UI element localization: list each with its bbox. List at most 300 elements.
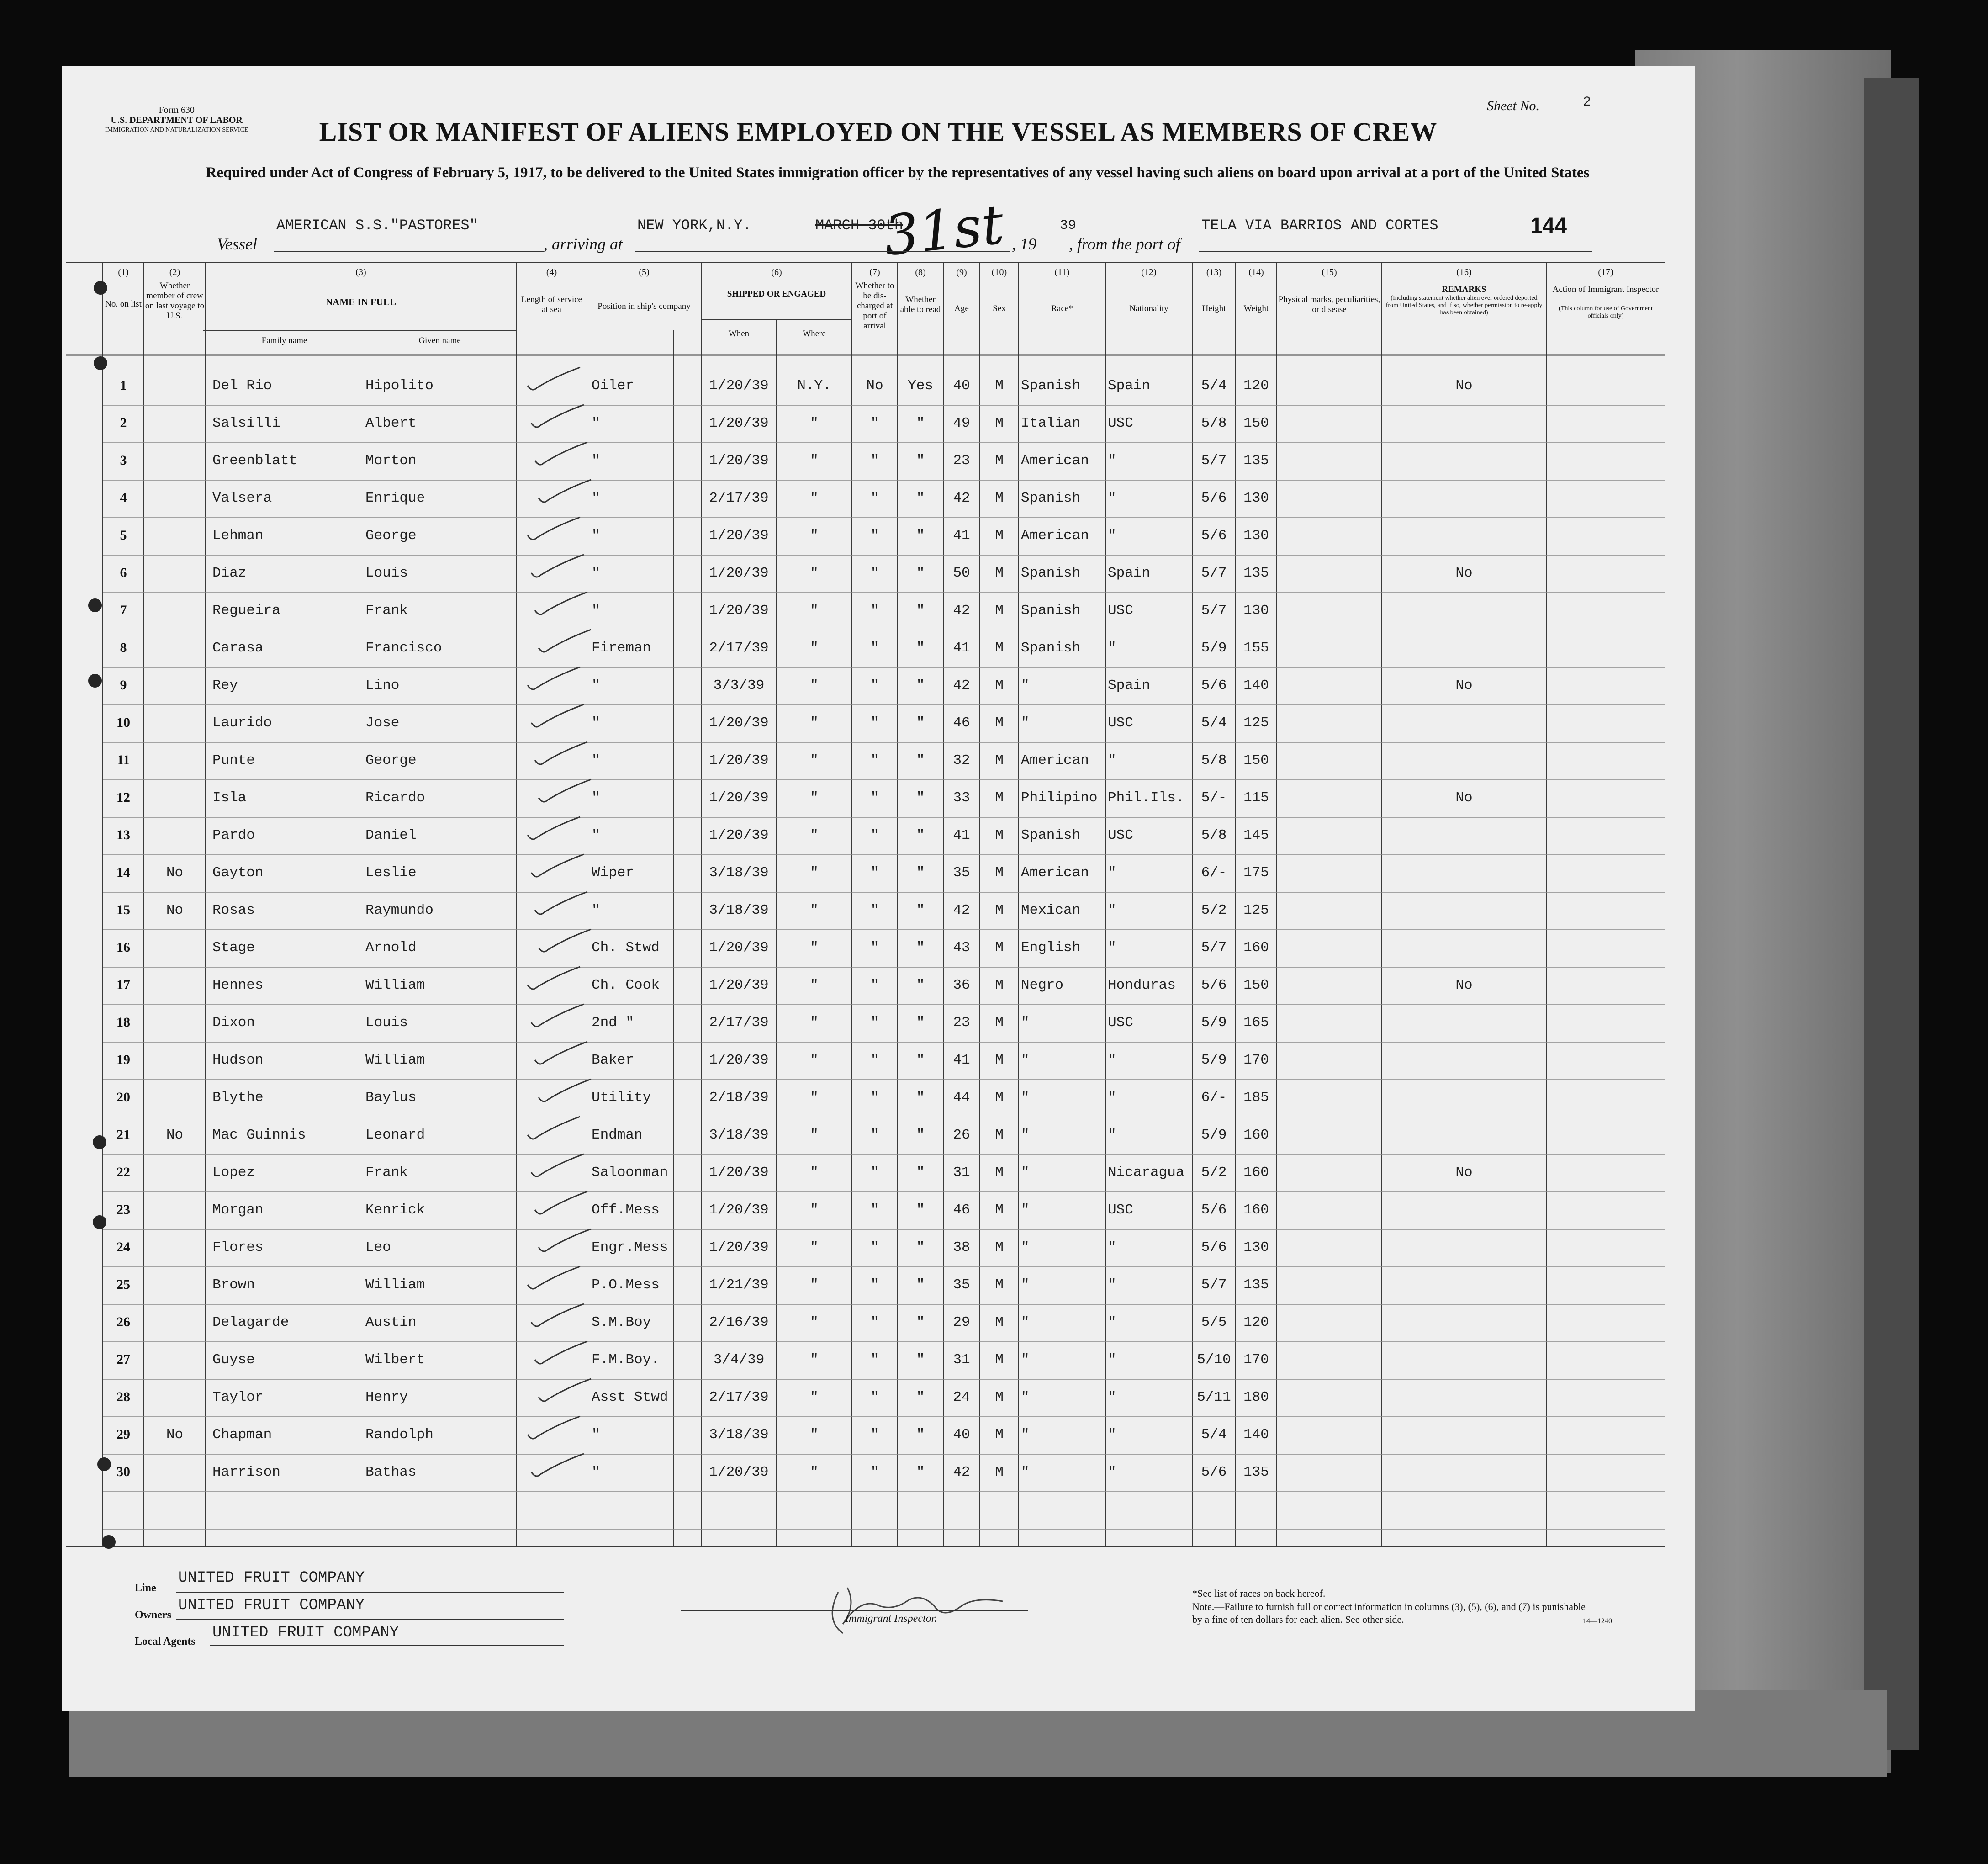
age: 43 xyxy=(953,940,970,956)
weight: 130 xyxy=(1243,490,1269,506)
line-underline xyxy=(176,1592,564,1593)
nationality: USC xyxy=(1108,1015,1133,1031)
height: 5/6 xyxy=(1201,528,1227,544)
page-title: LIST OR MANIFEST OF ALIENS EMPLOYED ON THE VESSEL AS MEMBERS OF CREW xyxy=(319,117,1438,147)
sheet-number: 2 xyxy=(1583,95,1591,110)
table-row xyxy=(62,678,1695,715)
row-number: 17 xyxy=(116,977,130,992)
given-name: William xyxy=(365,1052,425,1068)
row-number: 4 xyxy=(120,490,127,505)
table-row xyxy=(62,415,1695,453)
sex: M xyxy=(995,1239,1004,1255)
given-name: Albert xyxy=(365,415,417,431)
table-row xyxy=(62,1464,1695,1502)
table-row xyxy=(62,1277,1695,1314)
position: F.M.Boy. xyxy=(592,1352,660,1368)
to-be-discharged: " xyxy=(870,902,879,918)
col-header-physical-marks: Physical marks, peculiarities, or disease xyxy=(1278,295,1380,314)
row-number: 10 xyxy=(116,715,130,730)
row-number: 2 xyxy=(120,415,127,430)
col-header-sex: Sex xyxy=(993,304,1006,313)
able-to-read: " xyxy=(916,453,925,469)
row-number: 5 xyxy=(120,528,127,543)
table-row xyxy=(62,528,1695,565)
shipped-where: " xyxy=(810,1277,819,1293)
shipped-when: 1/20/39 xyxy=(709,415,769,431)
service-check-mark xyxy=(526,1339,594,1371)
to-be-discharged: " xyxy=(870,1239,879,1255)
race: " xyxy=(1021,715,1030,731)
shipped-when: 1/20/39 xyxy=(709,715,769,731)
family-name: Regueira xyxy=(212,603,280,619)
shipped-where: " xyxy=(810,715,819,731)
position: " xyxy=(592,752,600,768)
position: " xyxy=(592,565,600,581)
age: 50 xyxy=(953,565,970,581)
race: English xyxy=(1021,940,1081,956)
binder-hole xyxy=(93,1135,106,1149)
year-label: , 19 xyxy=(1012,235,1036,253)
given-name: Baylus xyxy=(365,1090,417,1106)
able-to-read: " xyxy=(916,1015,925,1031)
binder-hole xyxy=(88,598,102,612)
age: 23 xyxy=(953,453,970,469)
nationality: " xyxy=(1108,752,1116,768)
row-number: 29 xyxy=(116,1427,130,1442)
height: 5/7 xyxy=(1201,603,1227,619)
able-to-read: " xyxy=(916,603,925,619)
given-name: Lino xyxy=(365,678,400,694)
remarks: No xyxy=(1455,790,1473,806)
nationality: Nicaragua xyxy=(1108,1165,1184,1181)
given-name: Wilbert xyxy=(365,1352,425,1368)
row-number: 7 xyxy=(120,603,127,618)
shipped-when: 3/18/39 xyxy=(709,1127,769,1143)
nationality: " xyxy=(1108,1052,1116,1068)
able-to-read: Yes xyxy=(908,378,933,394)
weight: 155 xyxy=(1243,640,1269,656)
family-name: Gayton xyxy=(212,865,264,881)
row-number: 1 xyxy=(120,378,127,393)
able-to-read: " xyxy=(916,940,925,956)
race: " xyxy=(1021,1464,1030,1480)
height: 5/5 xyxy=(1201,1314,1227,1330)
race: Spanish xyxy=(1021,603,1081,619)
weight: 180 xyxy=(1243,1389,1269,1405)
age: 35 xyxy=(953,865,970,881)
position: Fireman xyxy=(592,640,651,656)
to-be-discharged: " xyxy=(870,790,879,806)
race: " xyxy=(1021,1277,1030,1293)
service-check-mark xyxy=(529,927,598,959)
races-note: *See list of races on back hereof. xyxy=(1192,1588,1326,1599)
sex: M xyxy=(995,977,1004,993)
shipped-when: 2/18/39 xyxy=(709,1090,769,1106)
family-name: Valsera xyxy=(212,490,272,506)
shipped-where: " xyxy=(810,1427,819,1443)
service-check-mark xyxy=(518,665,587,697)
age: 40 xyxy=(953,378,970,394)
family-name: Lopez xyxy=(212,1165,255,1181)
race: American xyxy=(1021,865,1089,881)
able-to-read: " xyxy=(916,565,925,581)
position: " xyxy=(592,790,600,806)
nationality: " xyxy=(1108,1352,1116,1368)
given-name: Jose xyxy=(365,715,400,731)
table-row xyxy=(62,603,1695,640)
table-row xyxy=(62,1052,1695,1090)
nationality: " xyxy=(1108,1090,1116,1106)
to-be-discharged: " xyxy=(870,752,879,768)
binder-hole xyxy=(93,1215,106,1229)
position: " xyxy=(592,715,600,731)
height: 5/6 xyxy=(1201,490,1227,506)
shipped-when: 3/18/39 xyxy=(709,1427,769,1443)
nationality: USC xyxy=(1108,1202,1133,1218)
nationality: " xyxy=(1108,902,1116,918)
position: " xyxy=(592,1427,600,1443)
shipped-when: 1/20/39 xyxy=(709,827,769,843)
age: 46 xyxy=(953,1202,970,1218)
nationality: " xyxy=(1108,940,1116,956)
able-to-read: " xyxy=(916,827,925,843)
remarks: No xyxy=(1455,1165,1473,1181)
col-header-position: Position in ship's company xyxy=(597,302,691,311)
nationality: " xyxy=(1108,1277,1116,1293)
service-check-mark xyxy=(526,1189,594,1221)
row-number: 26 xyxy=(116,1314,130,1329)
line-label: Line xyxy=(135,1582,156,1594)
nationality: USC xyxy=(1108,827,1133,843)
shipped-where: " xyxy=(810,1239,819,1255)
binder-hole xyxy=(94,356,107,370)
sex: M xyxy=(995,1277,1004,1293)
shipped-where: N.Y. xyxy=(797,378,831,394)
shipped-when: 3/18/39 xyxy=(709,902,769,918)
position: " xyxy=(592,528,600,544)
service-check-mark xyxy=(518,365,587,397)
given-name: Austin xyxy=(365,1314,417,1330)
service-check-mark xyxy=(522,1451,591,1483)
position: Oiler xyxy=(592,378,634,394)
column-number: (6) xyxy=(771,267,782,277)
shipped-where: " xyxy=(810,752,819,768)
nationality: Spain xyxy=(1108,378,1151,394)
position: Baker xyxy=(592,1052,634,1068)
service-check-mark xyxy=(522,1002,591,1034)
race: " xyxy=(1021,1165,1030,1181)
shipped-where: " xyxy=(810,453,819,469)
to-be-discharged: " xyxy=(870,453,879,469)
column-number: (2) xyxy=(169,267,180,277)
table-row xyxy=(62,827,1695,865)
shipped-where: " xyxy=(810,902,819,918)
nationality: " xyxy=(1108,453,1116,469)
weight: 140 xyxy=(1243,678,1269,694)
position: " xyxy=(592,827,600,843)
family-name: Rosas xyxy=(212,902,255,918)
able-to-read: " xyxy=(916,1352,925,1368)
height: 5/2 xyxy=(1201,902,1227,918)
to-be-discharged: " xyxy=(870,1165,879,1181)
given-name: Bathas xyxy=(365,1464,417,1480)
shipped-when: 2/17/39 xyxy=(709,640,769,656)
given-name: Hipolito xyxy=(365,378,434,394)
page-subtitle: Required under Act of Congress of February 5, 1917, to be delivered to the United States immigration officer by the representatives of any vessel having such aliens on board upon arrival at a port of the United States xyxy=(206,164,1590,181)
nationality: USC xyxy=(1108,603,1133,619)
column-number: (17) xyxy=(1598,267,1613,277)
table-row xyxy=(62,865,1695,902)
given-name: Morton xyxy=(365,453,417,469)
col-header-weight: Weight xyxy=(1243,304,1269,313)
weight: 120 xyxy=(1243,1314,1269,1330)
row-number: 25 xyxy=(116,1277,130,1292)
shipped-when: 1/20/39 xyxy=(709,1239,769,1255)
row-number: 14 xyxy=(116,865,130,880)
nationality: " xyxy=(1108,640,1116,656)
sex: M xyxy=(995,790,1004,806)
family-name: Stage xyxy=(212,940,255,956)
given-name: Ricardo xyxy=(365,790,425,806)
row-number: 23 xyxy=(116,1202,130,1217)
service-check-mark xyxy=(518,815,587,847)
form-number: Form 630 xyxy=(159,105,195,115)
service-check-mark xyxy=(529,1227,598,1259)
sex: M xyxy=(995,715,1004,731)
owners-value: UNITED FRUIT COMPANY xyxy=(178,1597,365,1614)
family-name: Chapman xyxy=(212,1427,272,1443)
shipped-where: " xyxy=(810,1015,819,1031)
able-to-read: " xyxy=(916,1239,925,1255)
service-check-mark xyxy=(522,552,591,584)
binder-hole xyxy=(94,281,107,295)
race: " xyxy=(1021,1427,1030,1443)
table-row xyxy=(62,640,1695,678)
height: 5/9 xyxy=(1201,1015,1227,1031)
position: Saloonman xyxy=(592,1165,668,1181)
weight: 150 xyxy=(1243,752,1269,768)
height: 5/11 xyxy=(1197,1389,1231,1405)
nationality: Phil.Ils. xyxy=(1108,790,1184,806)
family-name: Isla xyxy=(212,790,247,806)
row-number: 20 xyxy=(116,1090,130,1105)
height: 5/6 xyxy=(1201,678,1227,694)
family-name: Delagarde xyxy=(212,1314,289,1330)
column-number: (13) xyxy=(1206,267,1222,277)
position: " xyxy=(592,1464,600,1480)
to-be-discharged: " xyxy=(870,865,879,881)
shipped-where: " xyxy=(810,827,819,843)
weight: 160 xyxy=(1243,1165,1269,1181)
remarks: No xyxy=(1455,378,1473,394)
family-name: Del Rio xyxy=(212,378,272,394)
nationality: Honduras xyxy=(1108,977,1176,993)
shipped-when: 1/20/39 xyxy=(709,565,769,581)
sex: M xyxy=(995,1015,1004,1031)
table-row xyxy=(62,752,1695,790)
crew-last-voyage: No xyxy=(166,865,184,881)
table-row xyxy=(62,1015,1695,1052)
given-name: Henry xyxy=(365,1389,408,1405)
weight: 130 xyxy=(1243,603,1269,619)
arriving-label: , arriving at xyxy=(544,235,623,253)
height: 5/8 xyxy=(1201,752,1227,768)
table-row xyxy=(62,565,1695,603)
age: 46 xyxy=(953,715,970,731)
shipped-where: " xyxy=(810,1389,819,1405)
height: 5/7 xyxy=(1201,565,1227,581)
table-row xyxy=(62,378,1695,415)
able-to-read: " xyxy=(916,415,925,431)
form-code: 14—1240 xyxy=(1583,1617,1612,1625)
to-be-discharged: " xyxy=(870,1314,879,1330)
sex: M xyxy=(995,415,1004,431)
age: 42 xyxy=(953,902,970,918)
col-header-age: Age xyxy=(954,304,969,313)
col-header-inspector-action: Action of Immigrant Inspector xyxy=(1552,285,1659,294)
weight: 130 xyxy=(1243,528,1269,544)
weight: 170 xyxy=(1243,1352,1269,1368)
service-check-mark xyxy=(529,627,598,659)
col-header-race: Race* xyxy=(1051,304,1073,313)
given-name: William xyxy=(365,977,425,993)
shipped-when: 1/20/39 xyxy=(709,528,769,544)
family-name: Diaz xyxy=(212,565,247,581)
to-be-discharged: " xyxy=(870,1389,879,1405)
col-header-family-name: Family name xyxy=(261,336,307,345)
able-to-read: " xyxy=(916,678,925,694)
race: " xyxy=(1021,1389,1030,1405)
shipped-when: 1/20/39 xyxy=(709,940,769,956)
family-name: Punte xyxy=(212,752,255,768)
age: 29 xyxy=(953,1314,970,1330)
family-name: Blythe xyxy=(212,1090,264,1106)
race: Spanish xyxy=(1021,640,1081,656)
nationality: " xyxy=(1108,1239,1116,1255)
nationality: " xyxy=(1108,1127,1116,1143)
service-check-mark xyxy=(529,777,598,809)
race: " xyxy=(1021,1015,1030,1031)
binder-hole xyxy=(97,1457,111,1471)
shipped-when: 2/16/39 xyxy=(709,1314,769,1330)
crew-last-voyage: No xyxy=(166,1427,184,1443)
service-check-mark xyxy=(518,1414,587,1446)
sex: M xyxy=(995,1314,1004,1330)
able-to-read: " xyxy=(916,1314,925,1330)
col-header-nationality: Nationality xyxy=(1129,304,1168,313)
height: 5/8 xyxy=(1201,415,1227,431)
table-row xyxy=(62,453,1695,490)
shipped-where: " xyxy=(810,1352,819,1368)
immigrant-inspector-label: Immigrant Inspector. xyxy=(845,1613,937,1625)
able-to-read: " xyxy=(916,1165,925,1181)
weight: 135 xyxy=(1243,453,1269,469)
to-be-discharged: " xyxy=(870,678,879,694)
given-name: George xyxy=(365,752,417,768)
shipped-when: 1/20/39 xyxy=(709,1464,769,1480)
sex: M xyxy=(995,565,1004,581)
position: " xyxy=(592,490,600,506)
weight: 135 xyxy=(1243,565,1269,581)
to-be-discharged: " xyxy=(870,603,879,619)
sex: M xyxy=(995,528,1004,544)
table-row xyxy=(62,1389,1695,1427)
service-check-mark xyxy=(518,515,587,547)
given-name: Frank xyxy=(365,603,408,619)
service-check-mark xyxy=(522,1152,591,1184)
height: 5/- xyxy=(1201,790,1227,806)
service-check-mark xyxy=(526,1039,594,1071)
height: 6/- xyxy=(1201,1090,1227,1106)
col-header-inspector-note: (This column for use of Government officials only) xyxy=(1559,305,1653,319)
given-name: Enrique xyxy=(365,490,425,506)
race: Spanish xyxy=(1021,827,1081,843)
to-be-discharged: " xyxy=(870,1127,879,1143)
binder-hole xyxy=(88,674,102,688)
given-name: Raymundo xyxy=(365,902,434,918)
age: 23 xyxy=(953,1015,970,1031)
shipped-where: " xyxy=(810,678,819,694)
owners-label: Owners xyxy=(135,1609,171,1621)
sex: M xyxy=(995,1389,1004,1405)
race: " xyxy=(1021,1239,1030,1255)
race: American xyxy=(1021,752,1089,768)
shipped-when: 2/17/39 xyxy=(709,1015,769,1031)
sex: M xyxy=(995,1352,1004,1368)
sex: M xyxy=(995,752,1004,768)
table-row xyxy=(62,902,1695,940)
weight: 140 xyxy=(1243,1427,1269,1443)
position: 2nd " xyxy=(592,1015,634,1031)
agents-underline xyxy=(210,1645,564,1646)
line-value: UNITED FRUIT COMPANY xyxy=(178,1569,365,1587)
able-to-read: " xyxy=(916,528,925,544)
race: Spanish xyxy=(1021,490,1081,506)
col-header-where: Where xyxy=(803,329,826,339)
row-number: 18 xyxy=(116,1015,130,1030)
sex: M xyxy=(995,453,1004,469)
to-be-discharged: " xyxy=(870,940,879,956)
to-be-discharged: " xyxy=(870,415,879,431)
age: 31 xyxy=(953,1165,970,1181)
row-number: 11 xyxy=(116,752,130,768)
col-header-remarks-note: (Including statement whether alien ever ordered deported from United States, and if so, whether permission to re-apply has been obtained) xyxy=(1385,295,1543,316)
col-header-shipped-engaged: SHIPPED OR ENGAGED xyxy=(727,289,826,299)
race: " xyxy=(1021,1127,1030,1143)
row-number: 9 xyxy=(120,678,127,693)
family-name: Lehman xyxy=(212,528,264,544)
service-check-mark xyxy=(526,590,594,622)
col-header-no-on-list: No. on list xyxy=(105,299,142,309)
height: 5/8 xyxy=(1201,827,1227,843)
position: Ch. Cook xyxy=(592,977,660,993)
column-number: (1) xyxy=(118,267,129,277)
height: 5/9 xyxy=(1201,640,1227,656)
service-check-mark xyxy=(529,1377,598,1409)
nationality: Spain xyxy=(1108,565,1151,581)
sex: M xyxy=(995,378,1004,394)
position: Engr.Mess xyxy=(592,1239,668,1255)
age: 42 xyxy=(953,1464,970,1480)
weight: 160 xyxy=(1243,1202,1269,1218)
family-name: Rey xyxy=(212,678,238,694)
shipped-where: " xyxy=(810,1127,819,1143)
row-number: 19 xyxy=(116,1052,130,1067)
given-name: Leslie xyxy=(365,865,417,881)
nationality: " xyxy=(1108,1464,1116,1480)
service-check-mark xyxy=(526,890,594,921)
row-number: 24 xyxy=(116,1239,130,1255)
